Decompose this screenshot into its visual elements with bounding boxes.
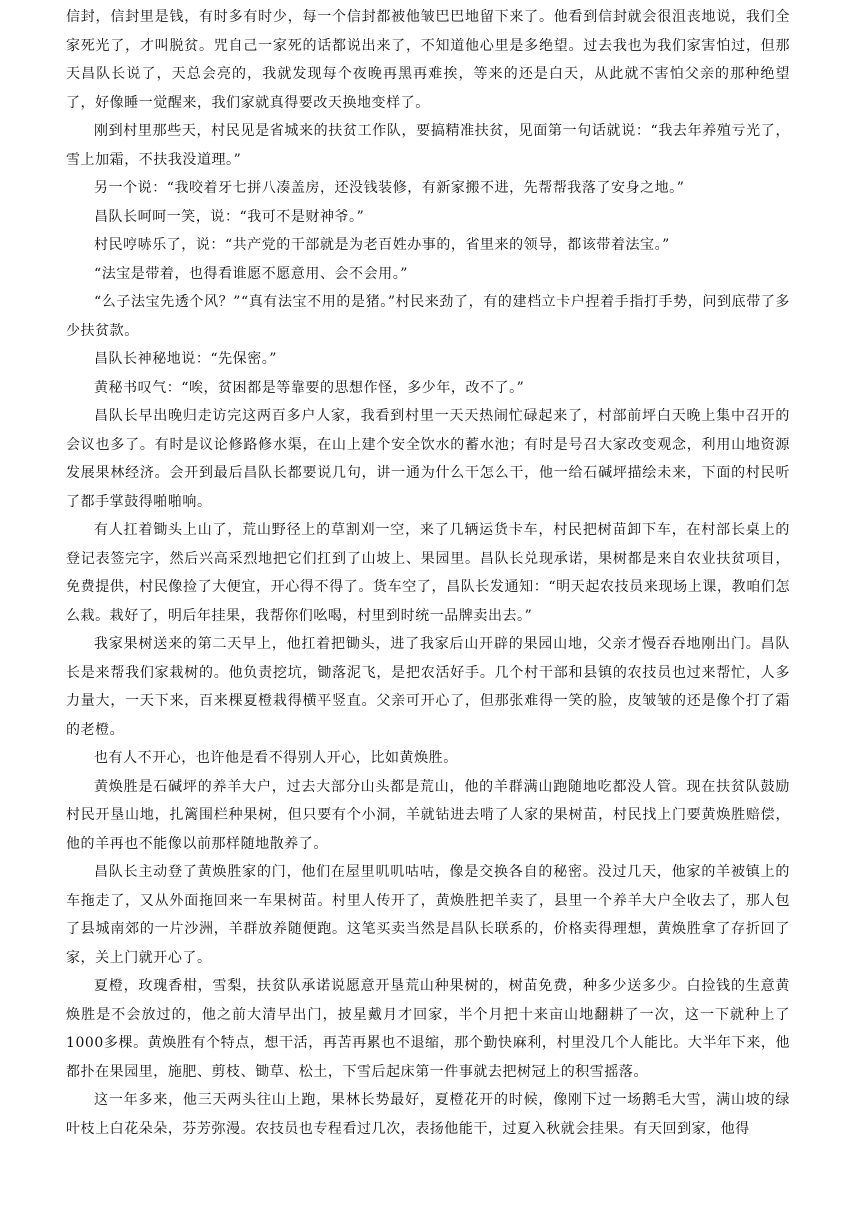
paragraph: 夏橙，玫瑰香柑，雪梨，扶贫队承诺说愿意开垦荒山种果树的，树苗免费，种多少送多少。白捡钱的生意黄焕胜是不会放过的，他之前大清早出门，披星戴月才回家，半个月把十来亩山地翻耕了一次，这一下就种上了1000多棵。黄焕胜有个特点，想干活，再苦再累也不退缩，那个勤快麻利，村里没几个人能比。大半年下来，他都扑在果园里，施肥、剪枝、锄草、松土，下雪后起床第一件事就去把树冠上的积雪摇落。: [66, 978, 790, 1080]
paragraph: 昌队长神秘地说：“先保密。”: [94, 351, 278, 367]
paragraph: 黄焕胜是石碱坪的养羊大户，过去大部分山头都是荒山，他的羊群满山跑随地吃都没人管。现在扶贫队鼓励村民开垦山地，扎篱围栏种果树，但只要有个小洞，羊就钻进去啃了人家的果树苗，村民找上门要黄焕胜赔偿，他的羊再也不能像以前那样随地散养了。: [66, 778, 790, 852]
paragraph: 有人扛着锄头上山了，荒山野径上的草割刈一空，来了几辆运货卡车，村民把树苗卸下车，在村部长桌上的登记表签完字，然后兴高采烈地把它们扛到了山坡上、果园里。昌队长兑现承诺，果树都是来自农业扶贫项目，免费提供，村民像捡了大便宜，开心得不得了。货车空了，昌队长发通知：“明天起农技员来现场上课，教咱们怎么栽。栽好了，明后年挂果，我帮你们吆喝，村里到时统一品牌卖出去。”: [66, 522, 790, 624]
paragraph: 昌队长早出晚归走访完这两百多户人家，我看到村里一天天热闹忙碌起来了，村部前坪白天晚上集中召开的会议也多了。有时是议论修路修水渠，在山上建个安全饮水的蓄水池；有时是号召大家改变观念，利用山地资源发展果林经济。会开到最后昌队长都要说几句，讲一通为什么干怎么干，他一给石碱坪描绘未来，下面的村民听了都手掌鼓得啪啪响。: [66, 408, 790, 510]
paragraph: “么子法宝先透个风？”“真有法宝不用的是猪。”村民来劲了，有的建档立卡户捏着手指打手势，问到底带了多少扶贫款。: [66, 294, 790, 339]
paragraph: 刚到村里那些天，村民见是省城来的扶贫工作队，要搞精准扶贫，见面第一句话就说：“我去年养殖亏光了，雪上加霜，不扶我没道理。”: [66, 123, 790, 168]
paragraph: 我家果树送来的第二天早上，他扛着把锄头，进了我家后山开辟的果园山地，父亲才慢吞吞地刚出门。昌队长是来帮我们家栽树的。他负责挖坑，锄落泥飞，是把农活好手。几个村干部和县镇的农技员也过来帮忙，人多力量大，一天下来，百来棵夏橙栽得横平竖直。父亲可开心了，但那张难得一笑的脸，皮皱皱的还是像个打了霜的老橙。: [66, 636, 790, 738]
paragraph: 这一年多来，他三天两头往山上跑，果林长势最好，夏橙花开的时候，像刚下过一场鹅毛大雪，满山坡的绿叶枝上白花朵朵，芬芳弥漫。农技员也专程看过几次，表扬他能干，过夏入秋就会挂果。有天回到家，他得: [66, 1092, 790, 1137]
paragraph: 也有人不开心，也许他是看不得别人开心，比如黄焕胜。: [94, 750, 458, 766]
paragraph: 另一个说：“我咬着牙七拼八凑盖房，还没钱装修，有新家搬不进，先帮帮我落了安身之地。”: [94, 180, 685, 196]
paragraph: 昌队长主动登了黄焕胜家的门，他们在屋里叽叽咕咕，像是交换各自的秘密。没过几天，他家的羊被镇上的车拖走了，又从外面拖回来一车果树苗。村里人传开了，黄焕胜把羊卖了，县里一个养羊大户全收去了，那人包了县城南郊的一片沙洲，羊群放养随便跑。这笔买卖当然是昌队长联系的，价格卖得理想，黄焕胜拿了存折回了家，关上门就开心了。: [66, 864, 790, 966]
paragraph: 昌队长呵呵一笑，说：“我可不是财神爷。”: [94, 208, 365, 225]
paragraph: 村民哼哧乐了，说：“共产党的干部就是为老百姓办事的，省里来的领导，都该带着法宝。”: [94, 237, 670, 253]
paragraph: “法宝是带着，也得看谁愿不愿意用、会不会用。”: [94, 265, 408, 282]
paragraph: 黄秘书叹气：“唉，贫困都是等靠要的思想作怪，多少年，改不了。”: [94, 379, 525, 396]
paragraph: 信封，信封里是钱，有时多有时少，每一个信封都被他皱巴巴地留下来了。他看到信封就会很沮丧地说，我们全家死光了，才叫脱贫。咒自己一家死的话都说出来了，不知道他心里是多绝望。过去我也为我们家害怕过，但那天昌队长说了，天总会亮的，我就发现每个夜晚再黑再难挨，等来的还是白天，从此就不害怕父亲的那种绝望了，好像睡一觉醒来，我们家就真得要改天换地变样了。: [66, 9, 790, 111]
